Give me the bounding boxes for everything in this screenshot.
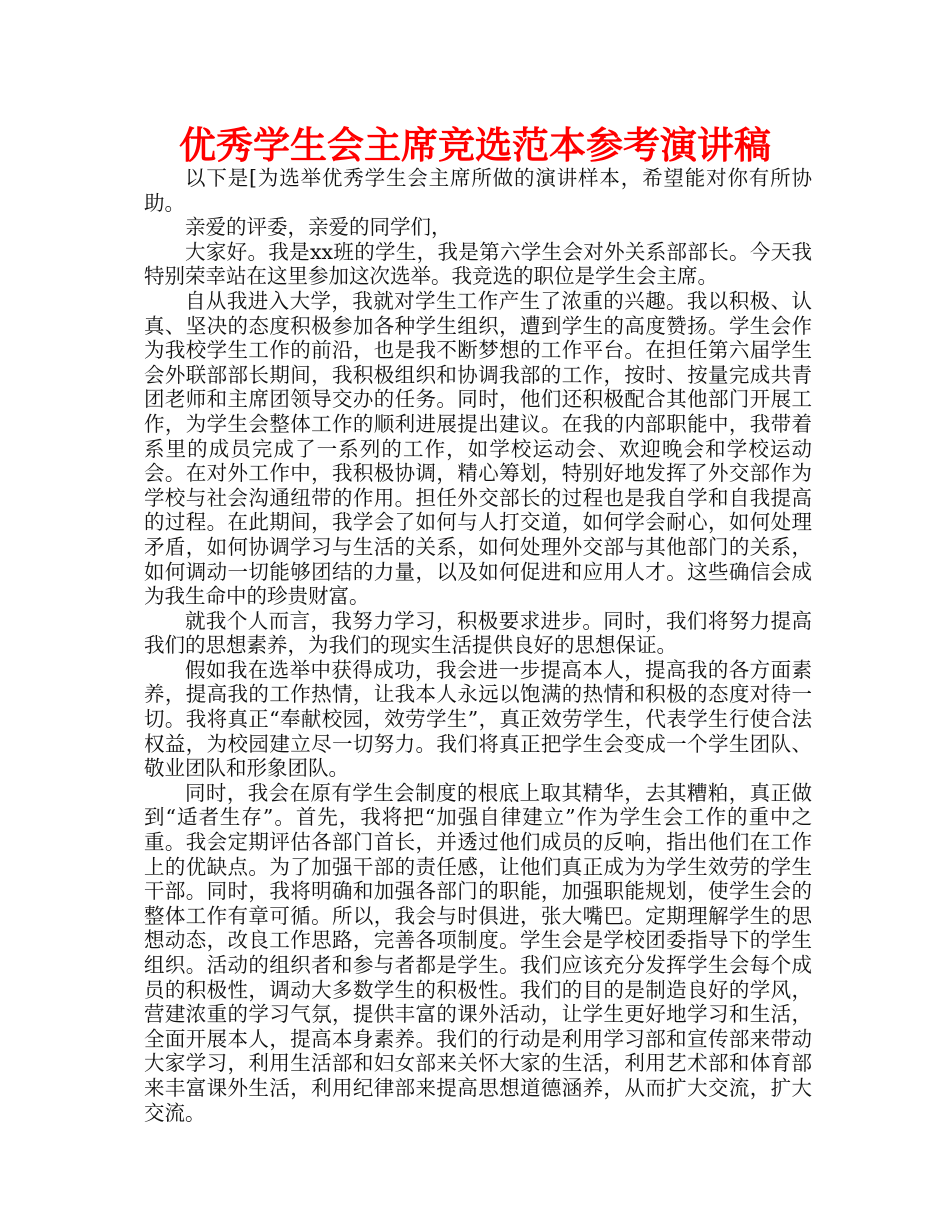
paragraph-greeting: 大家好。我是xx班的学生，我是第六学生会对外关系部部长。今天我特别荣幸站在这里参加这次选举。我竞选的职位是学生会主席。 [144, 239, 812, 289]
document-body [144, 166, 812, 1125]
document-title: 优秀学生会主席竞选范本参考演讲稿 [179, 124, 771, 167]
paragraph-reform: 同时，我会在原有学生会制度的根底上取其精华，去其糟粕，真正做到“适者生存”。首先，我将把“加强自律建立”作为学生会工作的重中之重。我会定期评估各部门首长，并透过他们成员的反响，指出他们在工作上的优缺点。为了加强干部的责任感，让他们真正成为为学生效劳的学生干部。同时，我将明确和加强各部门的职能，加强职能规划，使学生会的整体工作有章可循。所以，我会与时俱进，张大嘴巴。定期理解学生的思想动态，改良工作思路，完善各项制度。学生会是学校团委指导下的学生组织。活动的组织者和参与者都是学生。我们应该充分发挥学生会每个成员的积极性，调动大多数学生的积极性。我们的目的是制造良好的学风，营建浓重的学习气氛，提供丰富的课外活动，让学生更好地学习和生活，全面开展本人，提高本身素养。我们的行动是利用学习部和宣传部来带动大家学习，利用生活部和妇女部来关怀大家的生活，利用艺术部和体育部来丰富课外生活，利用纪律部来提高思想道德涵养，从而扩大交流，扩大交流。 [144, 780, 812, 1125]
paragraph-plan: 假如我在选举中获得成功，我会进一步提高本人，提高我的各方面素养，提高我的工作热情，让我本人永远以饱满的热情和积极的态度对待一切。我将真正“奉献校园，效劳学生”，真正效劳学生，代表学生行使合法权益，为校园建立尽一切努力。我们将真正把学生会变成一个学生团队、敬业团队和形象团队。 [144, 657, 812, 781]
paragraph-salutation: 亲爱的评委，亲爱的同学们， [185, 215, 452, 240]
paragraph-intro: 以下是[为选举优秀学生会主席所做的演讲样本，希望能对你有所协助。 [144, 166, 812, 215]
paragraph-personal: 就我个人而言，我努力学习，积极要求进步。同时，我们将努力提高我们的思想素养，为我们的现实生活提供良好的思想保证。 [144, 608, 812, 658]
paragraph-experience: 自从我进入大学，我就对学生工作产生了浓重的兴趣。我以积极、认真、坚决的态度积极参加各种学生组织，遭到学生的高度赞扬。学生会作为我校学生工作的前沿，也是我不断梦想的工作平台。在担任第六届学生会外联部部长期间，我积极组织和协调我部的工作，按时、按量完成共青团老师和主席团领导交办的任务。同时，他们还积极配合其他部门开展工作，为学生会整体工作的顺利进展提出建议。在我的内部职能中，我带着系里的成员完成了一系列的工作，如学校运动会、欢迎晚会和学校运动会。在对外工作中，我积极协调，精心筹划，特别好地发挥了外交部作为学校与社会沟通纽带的作用。担任外交部长的过程也是我自学和自我提高的过程。在此期间，我学会了如何与人打交道，如何学会耐心，如何处理矛盾，如何协调学习与生活的关系，如何处理外交部与其他部门的关系，如何调动一切能够团结的力量，以及如何促进和应用人才。这些确信会成为我生命中的珍贵财富。 [144, 288, 812, 609]
